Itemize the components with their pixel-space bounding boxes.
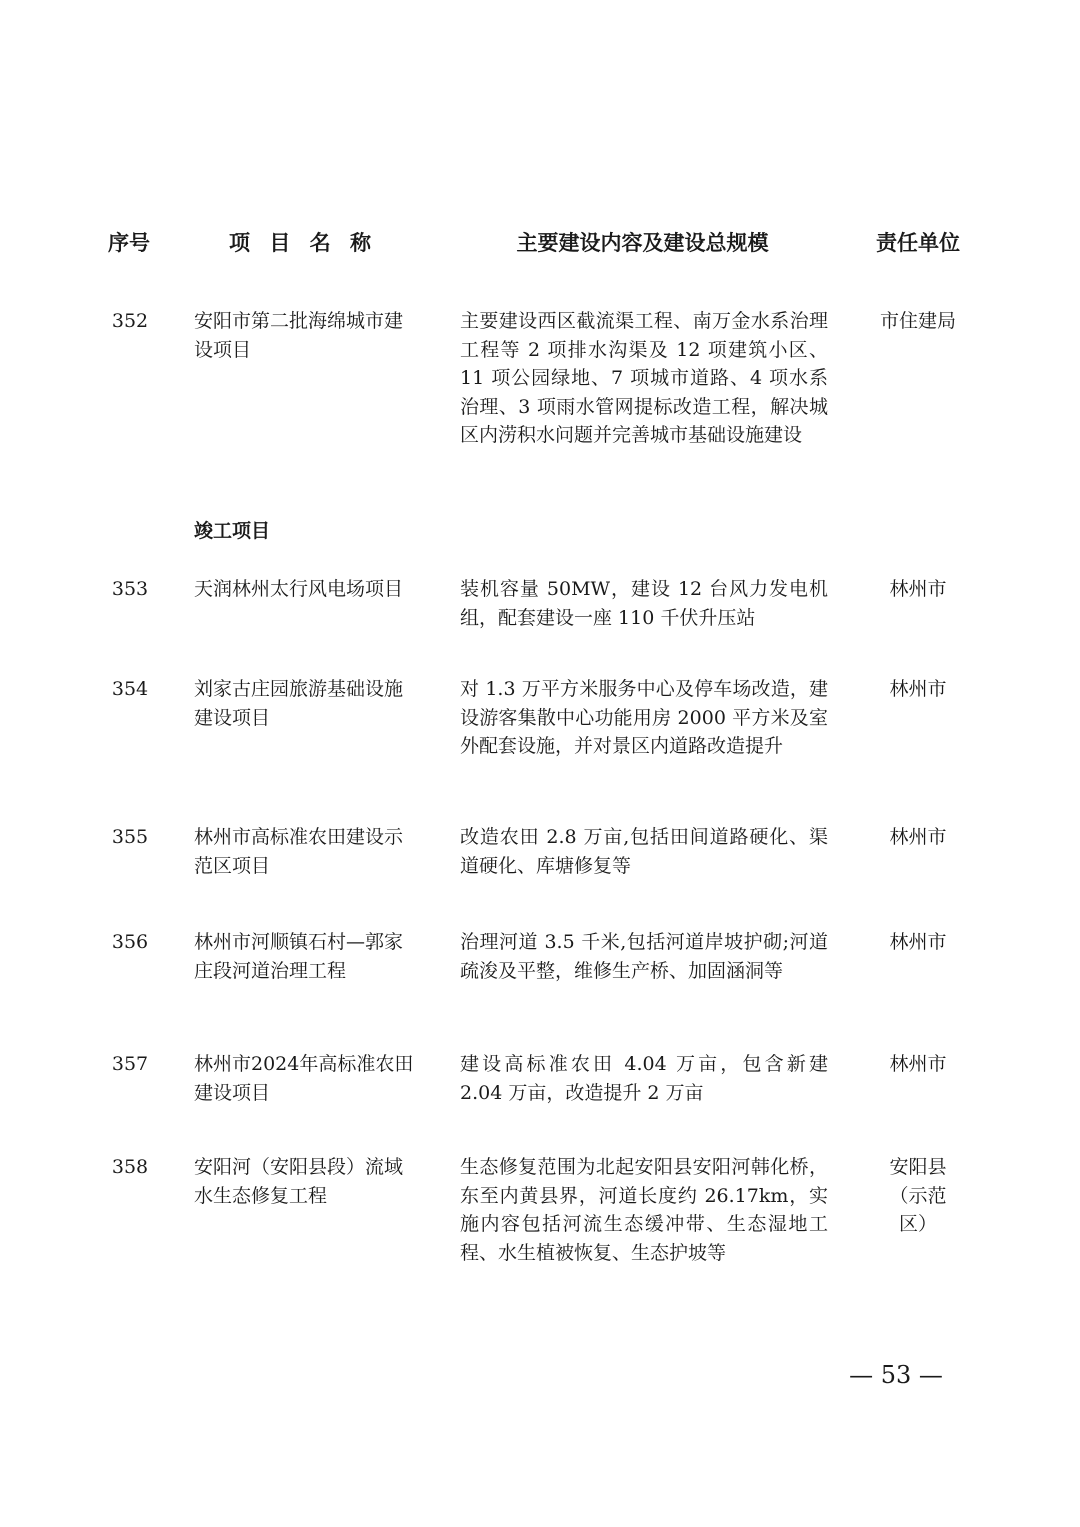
row-responsible-unit: 林州市 xyxy=(889,931,947,953)
header-project-name: 项 目 名 称 xyxy=(229,231,377,255)
row-serial-number: 355 xyxy=(111,826,149,848)
row-responsible-unit: 林州市 xyxy=(889,578,947,600)
row-responsible-unit: 林州市 xyxy=(889,678,947,700)
row-content: 主要建设西区截流渠工程、南万金水系治理工程等 2 项排水沟渠及 12 项建筑小区、11 项公园绿地、7 项城市道路、4 项水系治理、3 项雨水管网提标改造工程，解决城区内涝积水问题并完善城市基础设施建设 xyxy=(460,310,828,446)
row-serial-number: 353 xyxy=(111,578,149,600)
row-content: 生态修复范围为北起安阳县安阳河韩化桥，东至内黄县界，河道长度约 26.17km，实施内容包括河流生态缓冲带、生态湿地工程、水生植被恢复、生态护坡等 xyxy=(460,1156,828,1264)
row-content: 建设高标准农田 4.04 万亩，包含新建 2.04 万亩，改造提升 2 万亩 xyxy=(460,1053,828,1104)
row-serial-number: 354 xyxy=(111,678,149,700)
row-project-name: 安阳市第二批海绵城市建设项目 xyxy=(194,310,404,361)
row-content: 对 1.3 万平方米服务中心及停车场改造，建设游客集散中心功能用房 2000 平方米及室外配套设施，并对景区内道路改造提升 xyxy=(460,678,828,757)
row-serial-number: 356 xyxy=(111,931,149,953)
row-responsible-unit: 林州市 xyxy=(889,1053,947,1075)
row-project-name: 天润林州太行风电场项目 xyxy=(194,578,404,600)
section-heading-completed-projects: 竣工项目 xyxy=(194,520,271,542)
row-serial-number: 357 xyxy=(111,1053,149,1075)
row-project-name: 安阳河（安阳县段）流域水生态修复工程 xyxy=(194,1156,404,1207)
row-serial-number: 358 xyxy=(111,1156,149,1178)
page-number: — 53 — xyxy=(849,1361,943,1389)
row-serial-number: 352 xyxy=(111,310,149,332)
row-project-name: 林州市河顺镇石村—郭家庄段河道治理工程 xyxy=(194,931,404,982)
row-responsible-unit: 市住建局 xyxy=(879,310,956,332)
header-serial-number: 序号 xyxy=(108,231,150,255)
header-main-content: 主要建设内容及建设总规模 xyxy=(516,231,769,255)
row-responsible-unit: 林州市 xyxy=(889,826,947,848)
header-responsible-unit: 责任单位 xyxy=(876,231,960,255)
row-content: 改造农田 2.8 万亩,包括田间道路硬化、渠道硬化、库塘修复等 xyxy=(460,826,828,877)
row-project-name: 林州市2024年高标准农田建设项目 xyxy=(194,1053,414,1104)
row-responsible-unit: 安阳县（示范区） xyxy=(889,1156,947,1235)
row-project-name: 林州市高标准农田建设示范区项目 xyxy=(194,826,404,877)
row-content: 治理河道 3.5 千米,包括河道岸坡护砌;河道疏浚及平整，维修生产桥、加固涵洞等 xyxy=(460,931,828,982)
row-project-name: 刘家古庄园旅游基础设施建设项目 xyxy=(194,678,404,729)
row-content: 装机容量 50MW，建设 12 台风力发电机组，配套建设一座 110 千伏升压站 xyxy=(460,578,828,629)
